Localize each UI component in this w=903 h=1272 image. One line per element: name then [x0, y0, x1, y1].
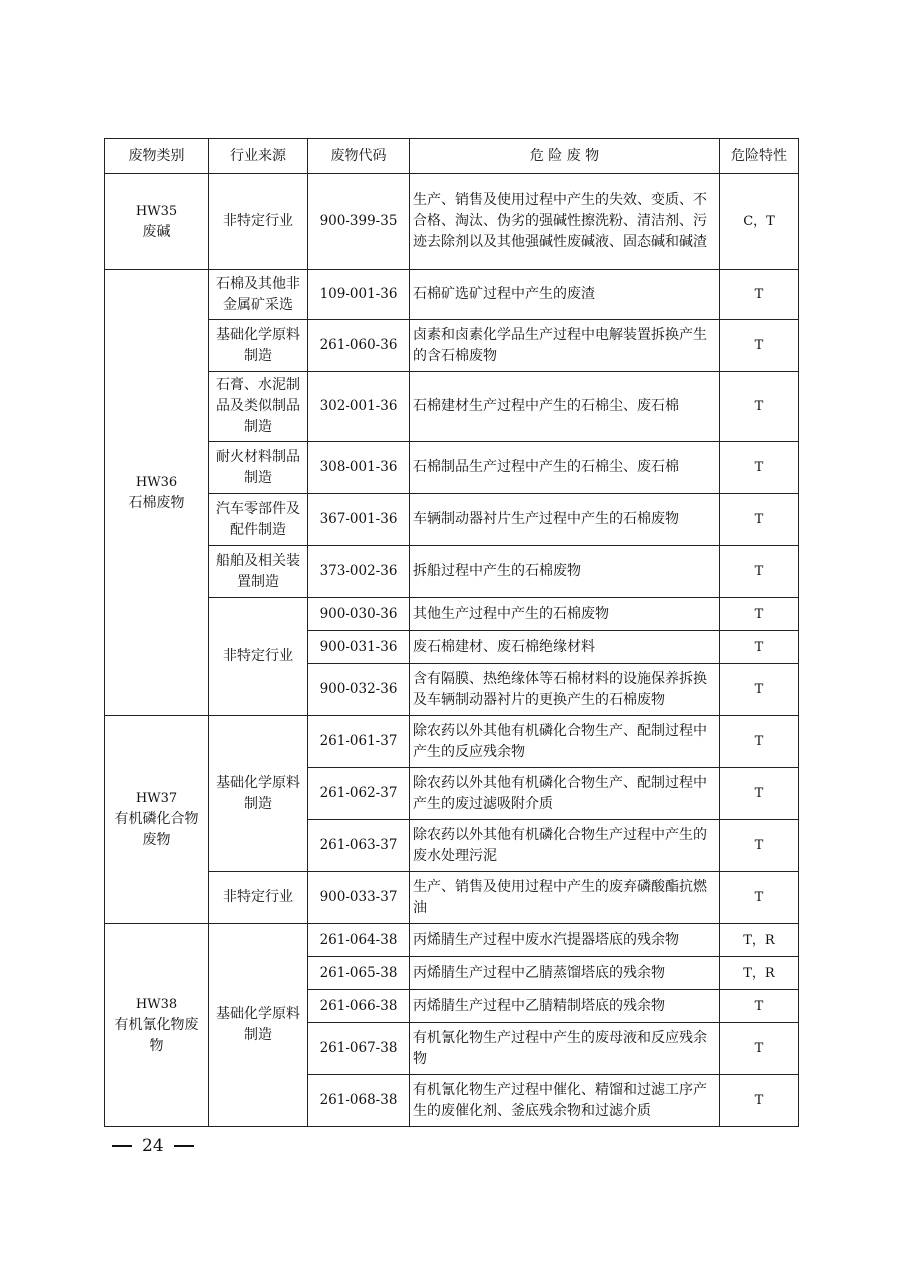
table-row — [105, 598, 799, 631]
waste-description-cell: 有机氰化物生产过程中催化、精馏和过滤工序产生的废催化剂、釜底残余物和过滤介质 — [410, 1075, 720, 1127]
source-cell: 船舶及相关装置制造 — [209, 546, 308, 598]
waste-code-cell: 261-061-37 — [308, 716, 410, 768]
category-cell — [105, 716, 209, 924]
waste-code-cell: 109-001-36 — [308, 270, 410, 320]
waste-code-cell: 900-032-36 — [308, 664, 410, 716]
hazard-cell: T — [720, 631, 799, 664]
source-cell: 基础化学原料制造 — [209, 716, 308, 872]
waste-description-cell: 含有隔膜、热绝缘体等石棉材料的设施保养拆换及车辆制动器衬片的更换产生的石棉废物 — [410, 664, 720, 716]
waste-code-cell: 900-030-36 — [308, 598, 410, 631]
hazard-cell: T — [720, 598, 799, 631]
hazard-cell: T — [720, 872, 799, 924]
hazard-cell: T — [720, 768, 799, 820]
hazard-cell: T — [720, 442, 799, 494]
table-row — [105, 442, 799, 494]
footer-dash-left — [112, 1145, 132, 1147]
table-row — [105, 174, 799, 270]
waste-description-cell: 石棉矿选矿过程中产生的废渣 — [410, 270, 720, 320]
hazard-cell: T — [720, 716, 799, 768]
waste-code-cell: 261-066-38 — [308, 990, 410, 1023]
category-code: HW37 — [135, 791, 178, 806]
waste-code-cell: 261-060-36 — [308, 320, 410, 372]
source-cell: 非特定行业 — [209, 598, 308, 716]
table-row — [105, 320, 799, 372]
waste-description-cell: 卤素和卤素化学品生产过程中电解装置拆换产生的含石棉废物 — [410, 320, 720, 372]
source-cell: 石棉及其他非金属矿采选 — [209, 270, 308, 320]
waste-code-cell: 900-399-35 — [308, 174, 410, 270]
waste-description-cell: 生产、销售及使用过程中产生的废弃磷酸酯抗燃油 — [410, 872, 720, 924]
header-source: 行业来源 — [209, 139, 308, 174]
waste-description-cell: 车辆制动器衬片生产过程中产生的石棉废物 — [410, 494, 720, 546]
waste-code-cell: 261-064-38 — [308, 924, 410, 957]
category-code: HW38 — [135, 996, 178, 1012]
waste-code-cell: 302-001-36 — [308, 372, 410, 442]
source-cell: 非特定行业 — [209, 872, 308, 924]
waste-description-cell: 拆船过程中产生的石棉废物 — [410, 546, 720, 598]
waste-description-cell: 除农药以外其他有机磷化合物生产、配制过程中产生的反应残余物 — [410, 716, 720, 768]
category-cell — [105, 174, 209, 270]
waste-description-cell: 丙烯腈生产过程中乙腈蒸馏塔底的残余物 — [410, 957, 720, 990]
footer-dash-right — [174, 1145, 194, 1147]
hazard-cell: T — [720, 820, 799, 872]
table-row — [105, 716, 799, 768]
hazardous-waste-table — [104, 138, 799, 1127]
waste-code-cell: 261-068-38 — [308, 1075, 410, 1127]
source-cell: 石膏、水泥制品及类似制品制造 — [209, 372, 308, 442]
source-cell: 耐火材料制品制造 — [209, 442, 308, 494]
waste-table-container — [104, 138, 798, 1127]
category-code: HW35 — [135, 203, 178, 219]
hazard-cell: T — [720, 664, 799, 716]
header-category: 废物类别 — [105, 139, 209, 174]
category-name: 废碱 — [142, 223, 171, 240]
hazard-cell: T — [720, 320, 799, 372]
table-row — [105, 546, 799, 598]
table-header-row — [105, 139, 799, 174]
header-hazard: 危险特性 — [720, 139, 799, 174]
table-row — [105, 924, 799, 957]
hazard-cell: T — [720, 1075, 799, 1127]
table-body — [105, 174, 799, 1127]
waste-code-cell: 900-031-36 — [308, 631, 410, 664]
category-code: HW36 — [135, 474, 178, 490]
source-cell: 汽车零部件及配件制造 — [209, 494, 308, 546]
category-name: 有机磷化合物废物 — [114, 811, 199, 848]
category-name: 石棉废物 — [128, 494, 185, 511]
table-row — [105, 372, 799, 442]
hazard-cell: T — [720, 546, 799, 598]
category-name: 有机氰化物废物 — [114, 1016, 199, 1054]
page-footer — [112, 1136, 194, 1156]
waste-code-cell: 261-067-38 — [308, 1023, 410, 1075]
waste-description-cell: 丙烯腈生产过程中废水汽提器塔底的残余物 — [410, 924, 720, 957]
header-code: 废物代码 — [308, 139, 410, 174]
category-cell — [105, 270, 209, 716]
waste-description-cell: 石棉建材生产过程中产生的石棉尘、废石棉 — [410, 372, 720, 442]
waste-description-cell: 有机氰化物生产过程中产生的废母液和反应残余物 — [410, 1023, 720, 1075]
hazard-cell: T — [720, 1023, 799, 1075]
waste-description-cell: 石棉制品生产过程中产生的石棉尘、废石棉 — [410, 442, 720, 494]
hazard-cell: T — [720, 990, 799, 1023]
waste-code-cell: 373-002-36 — [308, 546, 410, 598]
table-row — [105, 494, 799, 546]
header-waste: 危 险 废 物 — [410, 139, 720, 174]
source-cell: 基础化学原料制造 — [209, 924, 308, 1127]
waste-description-cell: 生产、销售及使用过程中产生的失效、变质、不合格、淘汰、伪劣的强碱性擦洗粉、清洁剂、污迹去除剂以及其他强碱性废碱液、固态碱和碱渣 — [410, 174, 720, 270]
waste-description-cell: 除农药以外其他有机磷化合物生产、配制过程中产生的废过滤吸附介质 — [410, 768, 720, 820]
hazard-cell: T，R — [720, 924, 799, 957]
hazard-cell: T — [720, 494, 799, 546]
hazard-cell: T — [720, 270, 799, 320]
table-row — [105, 872, 799, 924]
waste-description-cell: 除农药以外其他有机磷化合物生产过程中产生的废水处理污泥 — [410, 820, 720, 872]
waste-code-cell: 900-033-37 — [308, 872, 410, 924]
source-cell: 基础化学原料制造 — [209, 320, 308, 372]
waste-code-cell: 367-001-36 — [308, 494, 410, 546]
category-cell — [105, 924, 209, 1127]
waste-description-cell: 废石棉建材、废石棉绝缘材料 — [410, 631, 720, 664]
hazard-cell: T — [720, 372, 799, 442]
waste-description-cell: 丙烯腈生产过程中乙腈精制塔底的残余物 — [410, 990, 720, 1023]
waste-code-cell: 261-062-37 — [308, 768, 410, 820]
hazard-cell: T，R — [720, 957, 799, 990]
hazard-cell: C，T — [720, 174, 799, 270]
table-row — [105, 270, 799, 320]
waste-code-cell: 308-001-36 — [308, 442, 410, 494]
waste-code-cell: 261-063-37 — [308, 820, 410, 872]
waste-code-cell: 261-065-38 — [308, 957, 410, 990]
page-number: 24 — [142, 1136, 164, 1156]
waste-description-cell: 其他生产过程中产生的石棉废物 — [410, 598, 720, 631]
source-cell: 非特定行业 — [209, 174, 308, 270]
